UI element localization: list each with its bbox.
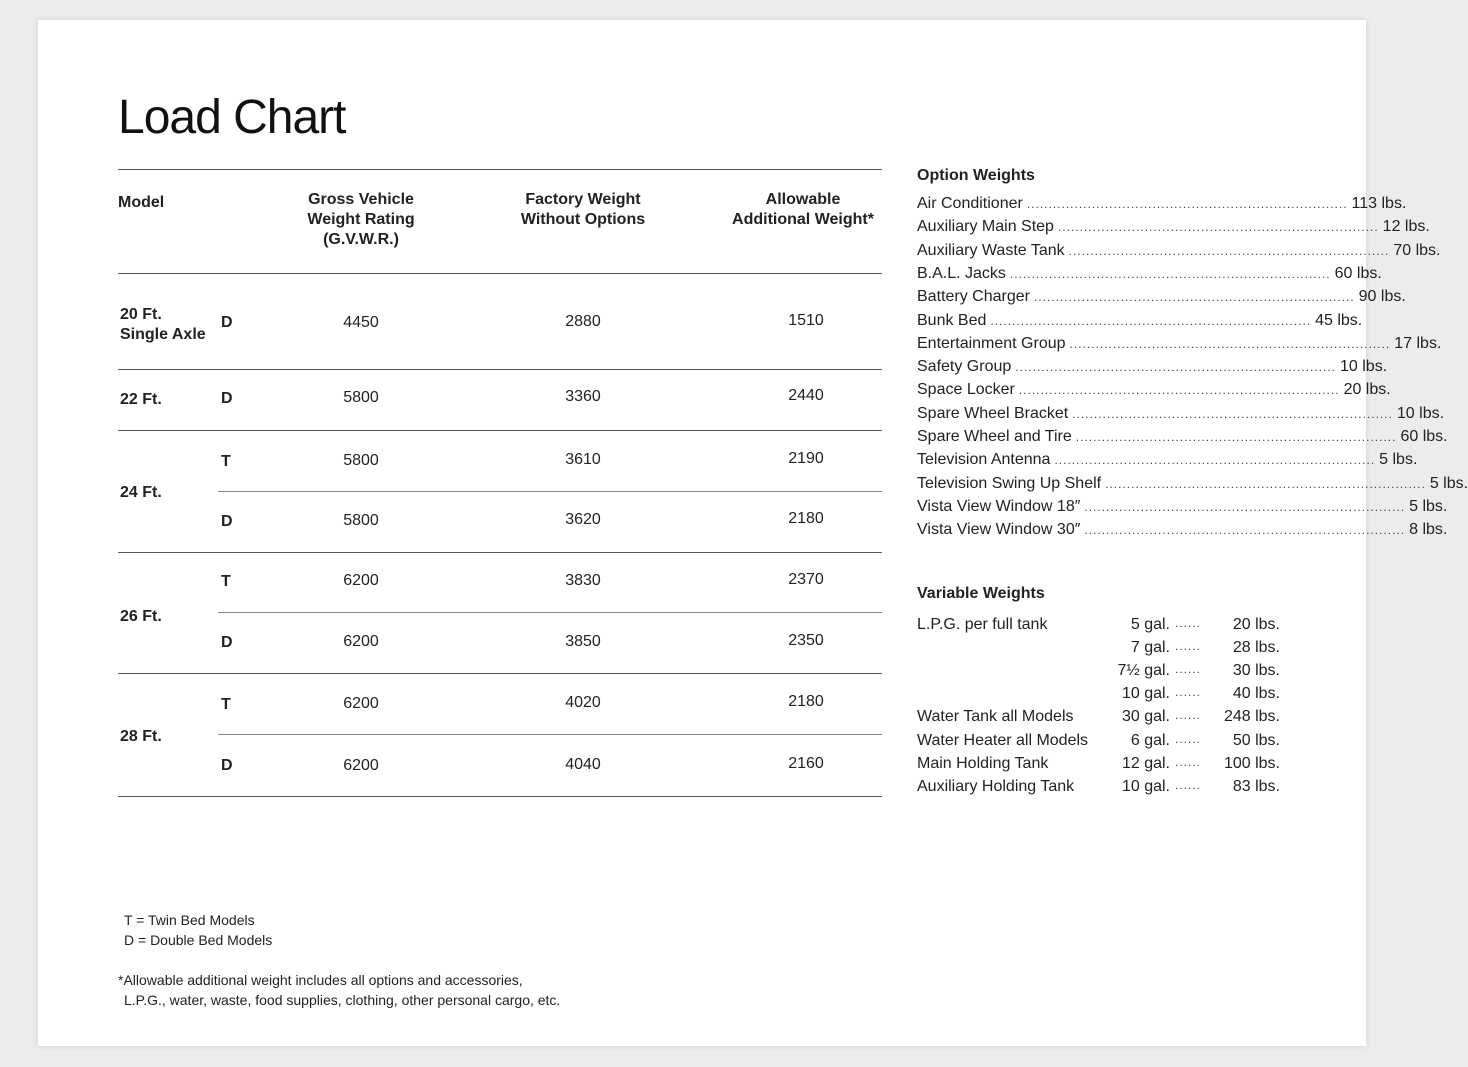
factory-weight-value: 3850 bbox=[565, 633, 601, 650]
allowable-weight-value: 2370 bbox=[788, 571, 824, 588]
option-value: 5 lbs. bbox=[1379, 451, 1418, 469]
option-name: Air Conditioner bbox=[917, 195, 1023, 212]
variable-weight-row bbox=[917, 616, 1280, 638]
header-model: Model bbox=[118, 194, 165, 211]
option-name: Television Antenna bbox=[917, 451, 1051, 469]
leader-dots: ...... bbox=[1175, 777, 1202, 792]
factory-weight-value: 3610 bbox=[565, 451, 601, 468]
leader-dots: .......................................................................... bbox=[1015, 360, 1336, 375]
footnote-line-1: *Allowable additional weight includes all options and accessories, bbox=[118, 972, 523, 988]
header-gvwr-line-3: (G.V.W.R.) bbox=[323, 231, 399, 248]
leader-dots: .......................................................................... bbox=[1068, 243, 1390, 258]
option-value: 5 lbs. bbox=[1409, 497, 1448, 515]
legend bbox=[124, 910, 272, 950]
variable-weight-row bbox=[917, 778, 1280, 800]
variable-weight-row bbox=[917, 732, 1280, 754]
sub-row-divider bbox=[218, 734, 882, 735]
model-label-20ft-line-2: Single Axle bbox=[120, 326, 206, 343]
leader-dots: .......................................................................... bbox=[1069, 336, 1391, 351]
gvwr-value: 6200 bbox=[343, 633, 379, 650]
leader-dots: .......................................................................... bbox=[1084, 523, 1406, 538]
leader-dots: .......................................................................... bbox=[1033, 290, 1355, 305]
bed-type: D bbox=[221, 314, 233, 331]
option-name: Bunk Bed bbox=[917, 311, 987, 329]
variable-weight-row bbox=[917, 708, 1280, 730]
variable-gallons: 30 gal. bbox=[1121, 708, 1170, 726]
option-value: 60 lbs. bbox=[1334, 264, 1382, 282]
variable-gallons: 7 gal. bbox=[1130, 639, 1170, 657]
leader-dots: ...... bbox=[1175, 685, 1202, 700]
option-name: Spare Wheel and Tire bbox=[917, 428, 1072, 445]
leader-dots: ...... bbox=[1175, 754, 1202, 769]
option-value: 90 lbs. bbox=[1358, 288, 1406, 306]
leader-dots: .......................................................................... bbox=[1075, 430, 1397, 444]
sub-row-divider bbox=[218, 612, 882, 613]
model-label-26ft: 26 Ft. bbox=[120, 608, 162, 625]
variable-name: Main Holding Tank bbox=[917, 754, 1049, 772]
option-name: Entertainment Group bbox=[917, 334, 1066, 352]
variable-gallons: 5 gal. bbox=[1130, 616, 1170, 633]
leader-dots: ...... bbox=[1175, 731, 1202, 746]
header-factory-line-2: Without Options bbox=[520, 211, 646, 228]
legend-double: D = Double Bed Models bbox=[124, 932, 273, 948]
option-weights-title: Option Weights bbox=[917, 167, 1035, 184]
variable-name: Water Tank all Models bbox=[917, 708, 1074, 726]
gvwr-value: 6200 bbox=[343, 695, 379, 712]
option-weight-row bbox=[917, 521, 1448, 543]
gvwr-value: 5800 bbox=[343, 389, 379, 406]
option-name: Auxiliary Waste Tank bbox=[917, 241, 1065, 259]
leader-dots: ...... bbox=[1175, 708, 1202, 723]
model-label-22ft: 22 Ft. bbox=[120, 391, 162, 408]
option-weight-row bbox=[917, 241, 1441, 264]
gvwr-value: 5800 bbox=[343, 452, 379, 469]
variable-gallons: 7½ gal. bbox=[1117, 662, 1170, 680]
option-name: Battery Charger bbox=[917, 288, 1030, 306]
option-weight-row bbox=[917, 404, 1445, 427]
table-bottom-rule bbox=[118, 796, 882, 797]
variable-gallons: 12 gal. bbox=[1121, 754, 1170, 772]
leader-dots: .......................................................................... bbox=[1026, 197, 1348, 211]
factory-weight-value: 4040 bbox=[565, 756, 601, 773]
option-value: 60 lbs. bbox=[1400, 428, 1448, 445]
header-allowable bbox=[708, 190, 898, 230]
header-bottom-rule bbox=[118, 273, 882, 274]
header-factory-line-1: Factory Weight bbox=[525, 191, 641, 208]
variable-value: 28 lbs. bbox=[1232, 639, 1280, 657]
variable-name: Water Heater all Models bbox=[917, 731, 1089, 749]
option-weight-row bbox=[917, 218, 1430, 240]
leader-dots: .......................................................................... bbox=[1084, 499, 1406, 514]
variable-name: Auxiliary Holding Tank bbox=[917, 777, 1075, 795]
variable-value: 20 lbs. bbox=[1232, 616, 1280, 633]
allowable-weight-value: 2440 bbox=[788, 387, 824, 404]
option-value: 113 lbs. bbox=[1351, 195, 1407, 212]
footnote-line-2: L.P.G., water, waste, food supplies, clothing, other personal cargo, etc. bbox=[124, 992, 561, 1008]
option-weight-row bbox=[917, 334, 1442, 357]
allowable-weight-value: 2190 bbox=[788, 450, 824, 467]
leader-dots: .......................................................................... bbox=[1072, 406, 1393, 421]
option-weight-row bbox=[917, 497, 1448, 520]
leader-dots: .......................................................................... bbox=[990, 313, 1312, 328]
option-name: Television Swing Up Shelf bbox=[917, 474, 1102, 492]
document-page bbox=[38, 20, 1468, 1046]
option-value: 17 lbs. bbox=[1394, 334, 1442, 352]
model-label-28ft: 28 Ft. bbox=[120, 728, 162, 745]
allowable-weight-value: 2160 bbox=[788, 755, 824, 772]
factory-weight-value: 3360 bbox=[565, 388, 601, 405]
header-allowable-line-2: Additional Weight* bbox=[732, 211, 874, 228]
option-name: B.A.L. Jacks bbox=[917, 264, 1006, 282]
bed-type: D bbox=[221, 757, 233, 774]
factory-weight-value: 4020 bbox=[565, 694, 601, 711]
model-label-24ft: 24 Ft. bbox=[120, 484, 162, 501]
variable-value: 30 lbs. bbox=[1232, 662, 1280, 680]
option-weight-row bbox=[917, 451, 1418, 473]
variable-value: 50 lbs. bbox=[1232, 731, 1280, 749]
option-name: Safety Group bbox=[917, 358, 1012, 376]
variable-weights-title: Variable Weights bbox=[917, 585, 1045, 602]
option-weight-row bbox=[917, 288, 1406, 310]
bed-type: T bbox=[221, 573, 231, 590]
variable-value: 83 lbs. bbox=[1232, 777, 1280, 795]
option-value: 10 lbs. bbox=[1340, 358, 1388, 376]
allowable-weight-value: 2180 bbox=[788, 510, 824, 527]
allowable-weight-value: 2350 bbox=[788, 632, 824, 649]
factory-weight-value: 3830 bbox=[565, 572, 601, 589]
option-value: 70 lbs. bbox=[1393, 241, 1441, 259]
option-name: Space Locker bbox=[917, 381, 1015, 399]
header-factory bbox=[498, 190, 668, 230]
option-value: 45 lbs. bbox=[1315, 311, 1363, 329]
gvwr-value: 4450 bbox=[343, 314, 379, 331]
table-top-rule bbox=[118, 169, 882, 170]
variable-gallons: 10 gal. bbox=[1121, 685, 1170, 703]
allowable-weight-value: 2180 bbox=[788, 693, 824, 710]
gvwr-value: 6200 bbox=[343, 572, 379, 589]
variable-value: 248 lbs. bbox=[1223, 708, 1280, 726]
leader-dots: .......................................................................... bbox=[1018, 383, 1340, 398]
page-title: Load Chart bbox=[118, 91, 346, 144]
header-gvwr-line-2: Weight Rating bbox=[307, 211, 415, 228]
bed-type: D bbox=[221, 513, 233, 530]
variable-weight-row bbox=[917, 755, 1280, 777]
variable-value: 40 lbs. bbox=[1232, 685, 1280, 703]
leader-dots: .......................................................................... bbox=[1009, 266, 1331, 281]
gvwr-value: 6200 bbox=[343, 757, 379, 774]
row-divider bbox=[118, 673, 882, 674]
option-weight-row bbox=[917, 474, 1468, 497]
option-value: 8 lbs. bbox=[1409, 521, 1448, 539]
leader-dots: .......................................................................... bbox=[1105, 476, 1426, 491]
option-weight-row bbox=[917, 264, 1382, 287]
legend-twin: T = Twin Bed Models bbox=[124, 912, 255, 928]
option-value: 12 lbs. bbox=[1382, 218, 1430, 236]
bed-type: D bbox=[221, 634, 233, 651]
row-divider bbox=[118, 552, 882, 553]
leader-dots: .......................................................................... bbox=[1057, 220, 1379, 235]
row-divider bbox=[118, 430, 882, 431]
option-value: 10 lbs. bbox=[1396, 404, 1445, 422]
header-gvwr bbox=[281, 190, 441, 250]
variable-weight-row bbox=[917, 662, 1280, 684]
option-name: Spare Wheel Bracket bbox=[917, 404, 1069, 422]
option-name: Vista View Window 18″ bbox=[917, 497, 1081, 515]
bed-type: T bbox=[221, 453, 231, 470]
option-name: Auxiliary Main Step bbox=[917, 218, 1054, 236]
variable-value: 100 lbs. bbox=[1223, 754, 1280, 772]
header-allowable-line-1: Allowable bbox=[765, 191, 841, 208]
footnote bbox=[118, 970, 560, 1010]
variable-weight-row bbox=[917, 639, 1280, 661]
factory-weight-value: 3620 bbox=[565, 511, 601, 528]
option-name: Vista View Window 30″ bbox=[917, 521, 1081, 539]
gvwr-value: 5800 bbox=[343, 512, 379, 529]
option-weight-row bbox=[917, 358, 1388, 380]
option-weight-row bbox=[917, 311, 1363, 334]
variable-name: L.P.G. per full tank bbox=[917, 616, 1048, 633]
model-label-20ft bbox=[120, 305, 206, 345]
variable-gallons: 10 gal. bbox=[1121, 777, 1170, 795]
leader-dots: .......................................................................... bbox=[1054, 453, 1376, 468]
allowable-weight-value: 1510 bbox=[788, 312, 824, 329]
header-gvwr-line-1: Gross Vehicle bbox=[308, 191, 414, 208]
bed-type: D bbox=[221, 390, 233, 407]
option-value: 5 lbs. bbox=[1429, 474, 1468, 492]
row-divider bbox=[118, 369, 882, 370]
variable-weight-row bbox=[917, 685, 1280, 707]
factory-weight-value: 2880 bbox=[565, 313, 601, 330]
option-weight-row bbox=[917, 195, 1407, 217]
variable-gallons: 6 gal. bbox=[1130, 731, 1170, 749]
option-weight-row bbox=[917, 381, 1391, 403]
option-value: 20 lbs. bbox=[1343, 381, 1391, 399]
leader-dots: ...... bbox=[1175, 616, 1202, 630]
sub-row-divider bbox=[218, 491, 882, 492]
model-label-20ft-line-1: 20 Ft. bbox=[120, 306, 162, 323]
leader-dots: ...... bbox=[1175, 639, 1202, 654]
option-weight-row bbox=[917, 428, 1448, 450]
bed-type: T bbox=[221, 696, 231, 713]
leader-dots: ...... bbox=[1175, 662, 1202, 677]
